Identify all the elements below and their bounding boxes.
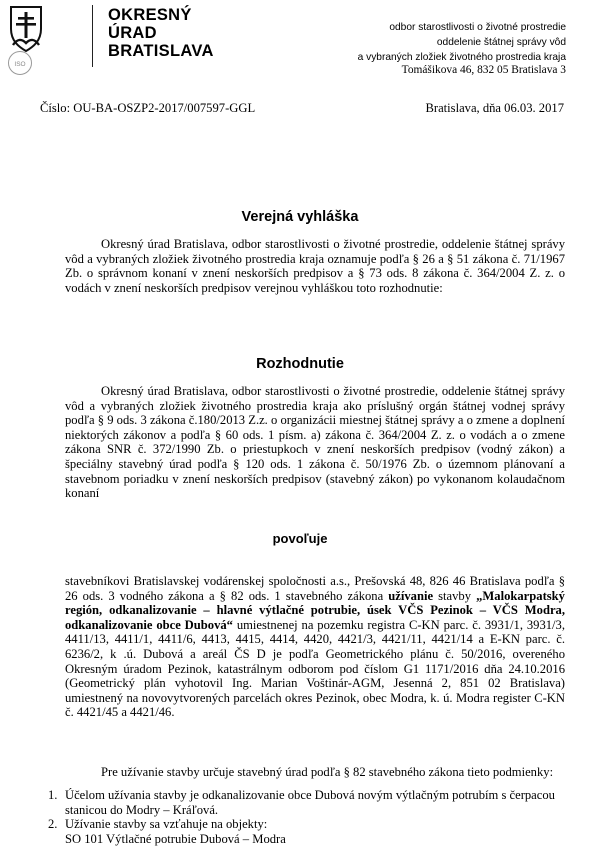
department-line-2: oddelenie štátnej správy vôd (436, 37, 566, 48)
list-item-text: Užívanie stavby sa vzťahuje na objekty: (65, 817, 268, 832)
permit-part-1: stavebníkovi Bratislavskej vodárenskej spoločnosti a.s., Prešovská 48, 826 46 Bratislava podľa § 26 ods. 3 vodného zákona a § 82 ods. 1 stavebného zákona (65, 574, 565, 603)
stamp-text: ISO (14, 61, 26, 68)
office-address: Tomášikova 46, 832 05 Bratislava 3 (401, 64, 566, 76)
list-item-number: 1. (48, 788, 58, 802)
decision-verb: povoľuje (272, 531, 328, 546)
object-item (48, 832, 573, 847)
object-text: SO 101 Výtlačné potrubie Dubová – Modra (65, 831, 286, 846)
document-title: Verejná vyhláška (241, 209, 359, 225)
conditions-intro: Pre užívanie stavby určuje stavebný úrad podľa § 82 stavebného zákona tieto podmienky: (101, 765, 554, 779)
list-item (48, 817, 573, 832)
case-number: Číslo: OU-BA-OSZP2-2017/007597-GGL (40, 101, 256, 115)
office-name-line-3: BRATISLAVA (108, 42, 214, 60)
permit-usage: užívanie (388, 588, 434, 603)
conditions-list (48, 788, 573, 846)
iso-stamp-icon (6, 50, 34, 76)
intro-paragraph (65, 237, 565, 295)
decision-text: Okresný úrad Bratislava, odbor starostlivosti o životné prostredie, oddelenie štátnej správy vôd a vybraných zložiek životného prostredia kraja ako príslušný orgán štátnej vodnej správy podľa § 9 ods. 3 zákona č.180/2013 Z.z. o organizácii miestnej štátnej správy a o zmene a doplnení niektorých zákonov a podľa § 60 ods. 1 písm. a) zákona č. 364/2004 Z. z. o vodách a o zmene zákona SNR č. 372/1990 Zb. o priestupkoch v znení neskorších predpisov (vodný zákon) a špeciálny stavebný úrad podľa § 120 ods. 1 zákona č. 50/1976 Zb. o územnom plánovaní a stavebnom poriadku v znení neskorších predpisov (stavebný zákon) po vykonanom kolaudačnom konaní (65, 384, 565, 501)
decision-heading: Rozhodnutie (256, 356, 344, 372)
place-date: Bratislava, dňa 06.03. 2017 (425, 101, 564, 115)
list-item-text: Účelom užívania stavby je odkanalizovanie obce Dubová novým výtlačným potrubím s čerpacou stanicou do Modry – Kráľová. (65, 788, 555, 817)
office-name-line-1: OKRESNÝ (108, 6, 192, 24)
coat-of-arms-icon (8, 5, 44, 53)
list-item-number: 2. (48, 817, 58, 832)
intro-text: Okresný úrad Bratislava, odbor starostlivosti o životné prostredie, oddelenie štátnej správy vôd a vybraných zložiek životného prostredia kraja oznamuje podľa § 26 a § 51 zákona č. 71/1967 Zb. o správnom konaní v znení neskorších predpisov a § 73 ods. 8 zákona č. 364/2004 Z. z. o vodách v znení neskorších predpisov verejnou vyhláškou toto rozhodnutie: (65, 237, 565, 295)
permit-paragraph (65, 574, 565, 720)
department-line-3: a vybraných zložiek životného prostredia kraja (357, 52, 566, 63)
header-divider (92, 5, 93, 67)
decision-paragraph (65, 384, 565, 501)
permit-part-3: umiestnenej na pozemku registra C-KN parc. č. 3931/1, 3931/3, 4411/13, 4411/1, 4411/6, 4413, 4415, 4414, 4420, 4421/3, 4421/11, 4421/14 a E-KN parc. č. 6236/2, k .ú. Dubová a areál ČS D je podľa Geometrického plánu č. 50/2016, overeného Okresným úradom Pezinok, katastrálnym odborom pod číslom G1 1171/2016 dňa 24.10.2016 (Geometrický plán vyhotovil Ing. Marian Voštinár-AGM, Jesenná 2, 851 02 Bratislava) umiestnený na novovytvorených parcelách okres Pezinok, obec Modra, k. ú. Modra register C-KN č. 4421/45 a 4421/46. (65, 617, 565, 720)
permit-construction-name: „Malokarpatský región, odkanalizovanie – hlavné výtlačné potrubie, úsek VČS Pezinok – VČS Modra, odkanalizovanie obce Dubová“ (65, 588, 565, 632)
department-line-1: odbor starostlivosti o životné prostredie (389, 22, 566, 33)
conditions-intro-paragraph (65, 765, 565, 780)
office-name-line-2: ÚRAD (108, 24, 157, 42)
list-item (48, 788, 573, 817)
permit-text (65, 574, 565, 720)
permit-part-2: stavby (433, 588, 477, 603)
